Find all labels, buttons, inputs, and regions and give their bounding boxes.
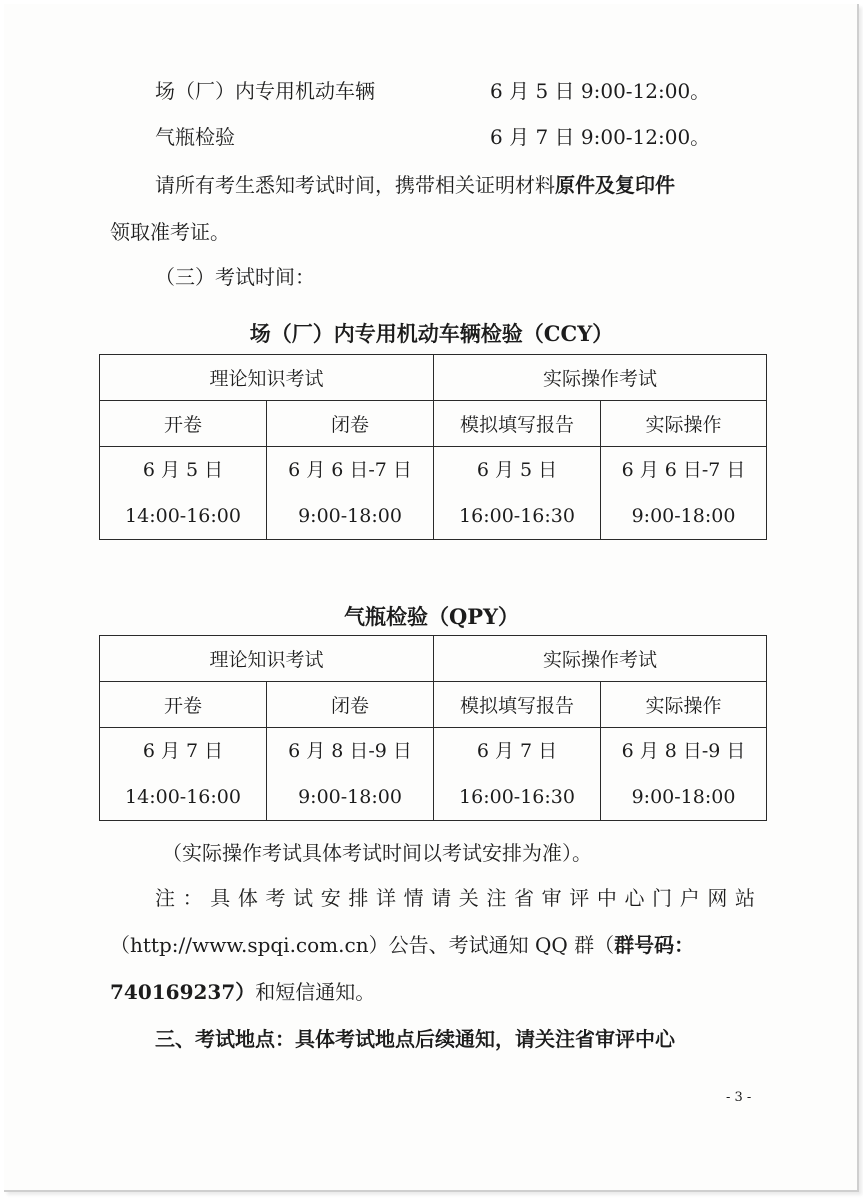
note-line-1: 注：具体考试安排详情请关注省审评中心门户网站 <box>155 886 755 910</box>
notice-text: 请所有考生悉知考试时间，携带相关证明材料 <box>155 173 555 197</box>
sub-header: 开卷 <box>100 682 267 728</box>
sub-header: 开卷 <box>100 401 267 447</box>
cell-time: 14:00-16:00 <box>125 786 241 808</box>
schedule-cell <box>601 728 767 821</box>
schedule-label: 气瓶检验 <box>155 125 235 149</box>
note-bold-label: 群号码： <box>614 933 695 957</box>
notice-paragraph <box>155 172 675 198</box>
schedule-cell <box>267 447 434 540</box>
cell-date: 6 月 8 日-9 日 <box>621 740 746 762</box>
schedule-cell <box>267 728 434 821</box>
cell-time: 9:00-18:00 <box>298 786 402 808</box>
cell-time: 16:00-16:30 <box>459 786 575 808</box>
sub-header: 实际操作 <box>601 682 767 728</box>
schedule-date: 6 月 5 日 9:00-12:00。 <box>490 79 711 103</box>
cell-date: 6 月 6 日-7 日 <box>621 459 746 481</box>
cell-date: 6 月 7 日 <box>476 740 558 762</box>
sub-header: 模拟填写报告 <box>434 682 601 728</box>
sub-header: 闭卷 <box>267 401 434 447</box>
group-header-theory: 理论知识考试 <box>100 636 434 682</box>
schedule-cell <box>434 728 601 821</box>
note-url-text: （http://www.spqi.com.cn）公告、考试通知 QQ 群（ <box>110 933 615 957</box>
schedule-cell <box>601 447 767 540</box>
cell-date: 6 月 6 日-7 日 <box>288 459 412 481</box>
group-header-practical: 实际操作考试 <box>434 355 767 401</box>
exam-table-qpy <box>99 635 767 821</box>
schedule-cell <box>100 447 267 540</box>
page-number: - 3 - <box>726 1090 752 1105</box>
practical-note: （实际操作考试具体考试时间以考试安排为准）。 <box>162 841 592 865</box>
schedule-date: 6 月 7 日 9:00-12:00。 <box>490 125 711 149</box>
sub-header: 模拟填写报告 <box>434 401 601 447</box>
notice-continuation: 领取准考证。 <box>110 220 230 244</box>
table-title-qpy: 气瓶检验（QPY） <box>343 604 520 629</box>
cell-date: 6 月 5 日 <box>142 459 224 481</box>
section-heading: （三）考试时间： <box>155 265 315 289</box>
schedule-line-qpy <box>155 124 711 150</box>
cell-date: 6 月 8 日-9 日 <box>288 740 412 762</box>
note-line-3 <box>110 979 375 1005</box>
note-ending: 和短信通知。 <box>255 980 376 1004</box>
schedule-cell <box>100 728 267 821</box>
schedule-line-ccy <box>155 78 711 104</box>
schedule-label: 场（厂）内专用机动车辆 <box>155 79 375 103</box>
schedule-cell <box>434 447 601 540</box>
cell-time: 9:00-18:00 <box>298 505 402 527</box>
cell-date: 6 月 5 日 <box>476 459 558 481</box>
cell-time: 14:00-16:00 <box>125 505 241 527</box>
note-line-2 <box>110 932 755 958</box>
cell-time: 16:00-16:30 <box>459 505 575 527</box>
exam-table-ccy <box>99 354 767 540</box>
notice-bold: 原件及复印件 <box>555 173 675 197</box>
cell-time: 9:00-18:00 <box>631 786 736 808</box>
section-three-heading: 三、考试地点：具体考试地点后续通知，请关注省审评中心 <box>155 1027 675 1051</box>
qq-group-number: 740169237） <box>110 980 256 1004</box>
cell-date: 6 月 7 日 <box>142 740 224 762</box>
group-header-theory: 理论知识考试 <box>100 355 434 401</box>
sub-header: 实际操作 <box>601 401 767 447</box>
table-title-ccy: 场（厂）内专用机动车辆检验（CCY） <box>249 321 614 346</box>
group-header-practical: 实际操作考试 <box>434 636 767 682</box>
sub-header: 闭卷 <box>267 682 434 728</box>
cell-time: 9:00-18:00 <box>631 505 736 527</box>
